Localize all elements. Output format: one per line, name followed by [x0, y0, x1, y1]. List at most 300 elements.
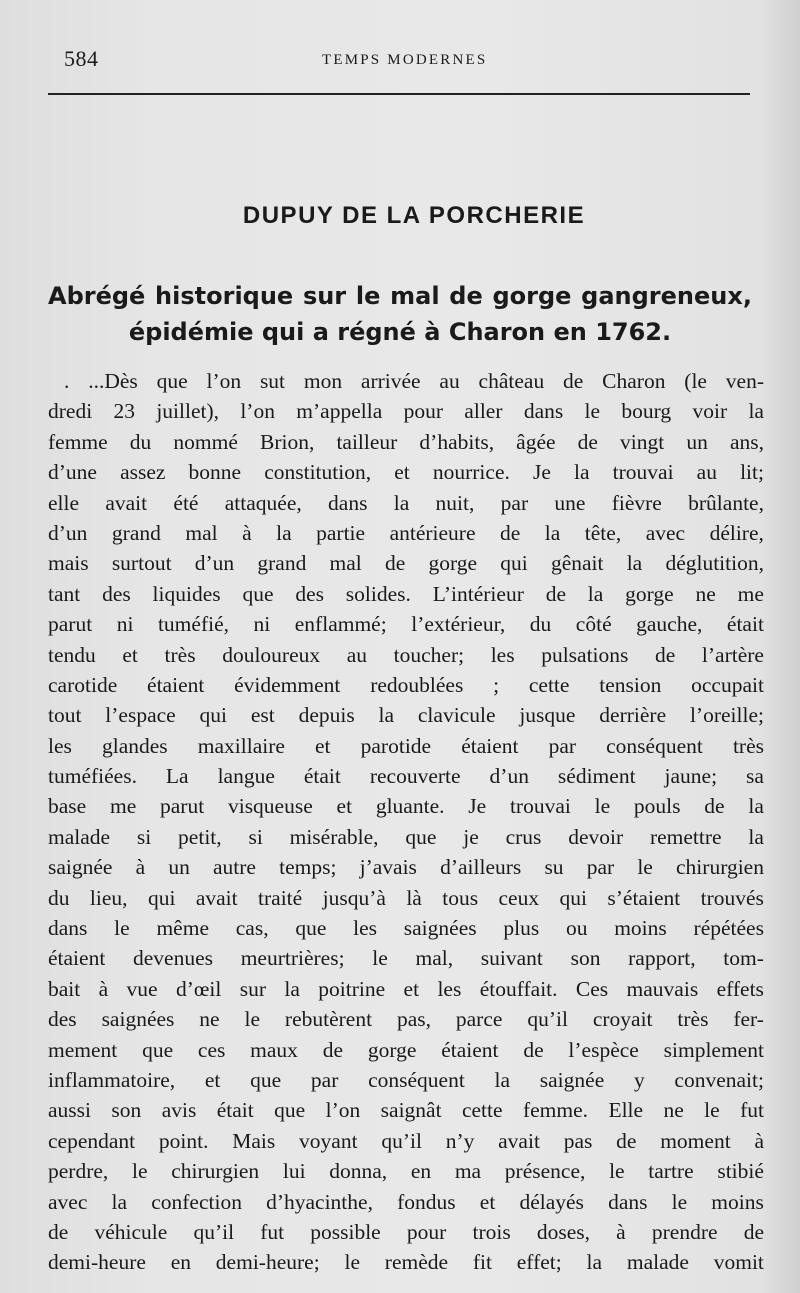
text-word: gauche, — [636, 612, 703, 637]
text-word: tom- — [723, 946, 764, 971]
text-word: les — [353, 916, 378, 941]
text-word: elle — [48, 490, 80, 515]
text-word: douloureux — [222, 642, 321, 667]
text-word: aussi — [48, 1098, 91, 1123]
text-word: petit, — [178, 824, 222, 849]
text-word: effets — [716, 976, 764, 1001]
text-word: délayés — [519, 1189, 584, 1214]
text-word: inflammatoire, — [48, 1067, 176, 1092]
text-word: de — [384, 551, 406, 576]
text-line — [48, 761, 764, 791]
text-word: était — [303, 764, 341, 789]
text-word: mais — [48, 551, 89, 576]
text-word: partie — [316, 520, 366, 545]
text-line — [48, 1126, 764, 1156]
text-word: le — [584, 399, 601, 424]
text-word: par — [310, 1067, 339, 1092]
text-word: et — [479, 1189, 496, 1214]
text-word: saignée — [48, 855, 113, 880]
text-word: ou — [565, 916, 588, 941]
text-line — [48, 548, 764, 578]
text-word: me — [109, 794, 137, 819]
text-word: que — [242, 581, 274, 606]
text-line — [48, 791, 764, 821]
text-word: attaquée, — [224, 490, 302, 515]
text-word: l’on — [325, 1098, 361, 1123]
text-word: la — [586, 1250, 603, 1275]
text-word: tout — [48, 703, 82, 728]
running-head — [64, 44, 750, 80]
text-word: ; — [493, 672, 500, 697]
text-word: cas, — [235, 916, 269, 941]
text-word: perdre, — [48, 1159, 109, 1184]
text-word: qui — [147, 885, 176, 910]
text-word: de — [48, 1219, 69, 1244]
text-word: possible — [310, 1219, 381, 1244]
title-word: sur — [302, 282, 347, 310]
text-word: stibié — [717, 1159, 764, 1184]
text-word: l’artère — [701, 642, 764, 667]
text-word: d’ailleurs — [440, 855, 522, 880]
text-word: ...Dès — [88, 369, 138, 393]
text-word: surtout — [111, 551, 172, 576]
text-word: sur — [239, 976, 267, 1001]
text-word: un — [168, 855, 190, 880]
text-word: demi-heure — [48, 1250, 146, 1275]
text-word: effet; — [516, 1250, 562, 1275]
text-word: le — [344, 1250, 360, 1275]
text-word: cependant — [48, 1128, 136, 1153]
text-word: devenues — [133, 946, 213, 971]
text-word: tuméfié, — [157, 612, 229, 637]
text-word: avec — [645, 520, 686, 545]
title-word: de — [449, 282, 483, 310]
text-word: tendu — [48, 642, 96, 667]
text-word: gênait — [550, 551, 604, 576]
text-word: et — [315, 733, 331, 758]
text-word: ma — [454, 1159, 482, 1184]
text-word: trois — [472, 1219, 511, 1244]
text-word: d’hyacinthe, — [266, 1189, 373, 1214]
text-word: très — [164, 642, 196, 667]
text-word: du — [48, 885, 70, 910]
text-word: que — [250, 1067, 282, 1092]
text-word: si — [248, 824, 263, 849]
text-word: meurtrières; — [240, 946, 345, 971]
text-word: maxillaire — [197, 733, 285, 758]
text-word: jusqu’à — [322, 885, 386, 910]
text-word: le — [114, 916, 130, 941]
title-word: gangreneux, — [581, 282, 752, 310]
text-word: saignât — [380, 1098, 442, 1123]
text-word: trouvai — [509, 794, 571, 819]
text-word: recouverte — [369, 764, 461, 789]
text-word: très — [677, 1007, 709, 1032]
text-word: toucher; — [393, 642, 465, 667]
header-rule — [48, 93, 750, 95]
title-word: historique — [155, 282, 294, 310]
text-word: de — [616, 1128, 637, 1153]
text-word: était — [216, 1098, 254, 1123]
text-word: en — [410, 1159, 432, 1184]
text-word: moment — [660, 1128, 731, 1153]
text-line — [48, 457, 764, 487]
text-word: les — [437, 976, 462, 1001]
text-word: château — [478, 369, 545, 393]
text-word: ne — [199, 1007, 220, 1032]
text-word: son — [570, 946, 601, 971]
text-word: Elle — [608, 1098, 644, 1123]
text-word: étaient — [461, 733, 519, 758]
text-word: de — [655, 642, 676, 667]
text-word: de — [322, 1037, 344, 1062]
text-word: à — [754, 1128, 764, 1153]
text-word: l’oreille; — [689, 703, 764, 728]
text-word: glandes — [101, 733, 168, 758]
text-line — [48, 488, 764, 518]
text-word: étaient — [48, 946, 106, 971]
text-word: le — [131, 1159, 148, 1184]
text-word: et — [394, 460, 410, 485]
text-line — [48, 974, 764, 1004]
text-word: visqueuse — [227, 794, 313, 819]
text-word: tête, — [584, 520, 622, 545]
text-word: voir — [692, 399, 728, 424]
text-word: ces — [197, 1037, 226, 1062]
text-line — [48, 1095, 764, 1125]
text-word: à — [98, 976, 109, 1001]
text-word: si — [136, 824, 152, 849]
text-word: tartre — [648, 1159, 694, 1184]
text-word: malade — [48, 824, 111, 849]
text-line — [48, 609, 764, 639]
text-word: jusque — [519, 703, 576, 728]
text-word: des — [295, 581, 324, 606]
text-word: clavicule — [417, 703, 496, 728]
text-word: constitution, — [264, 460, 372, 485]
text-word: antérieure — [389, 520, 476, 545]
text-word: et — [122, 642, 138, 667]
text-word: m’appella — [296, 399, 383, 424]
text-line — [48, 913, 764, 943]
text-word: avis — [161, 1098, 197, 1123]
text-word: et — [336, 794, 353, 819]
text-line — [48, 1187, 764, 1217]
text-word: son — [111, 1098, 142, 1123]
text-word: ne — [695, 581, 716, 606]
text-line — [48, 852, 764, 882]
text-word: qu’il — [527, 1007, 568, 1032]
text-word: à — [135, 855, 146, 880]
text-word: me — [737, 581, 764, 606]
text-word: été — [173, 490, 199, 515]
text-line — [48, 1217, 764, 1247]
text-word: qu’il — [193, 1219, 235, 1244]
title-word: le — [355, 282, 381, 310]
text-word: plus — [503, 916, 540, 941]
text-word: la — [587, 581, 604, 606]
text-word: même — [156, 916, 209, 941]
text-word: évidemment — [234, 672, 341, 697]
text-word: fit — [472, 1250, 492, 1275]
text-word: temps; — [279, 855, 337, 880]
text-word: convenait; — [674, 1067, 764, 1092]
text-word: la — [276, 520, 292, 545]
text-word: assez — [120, 460, 166, 485]
text-word: est — [250, 703, 275, 728]
text-word: les — [48, 733, 72, 758]
text-word: moins — [614, 916, 667, 941]
text-word: que — [295, 916, 327, 941]
text-word: mal — [329, 551, 362, 576]
text-word: ne — [663, 1098, 684, 1123]
text-word: ans, — [729, 429, 764, 454]
article-title-line-1 — [48, 282, 752, 310]
text-word: ven- — [725, 369, 764, 393]
text-word: côté — [575, 612, 612, 637]
text-word: dans — [48, 916, 88, 941]
text-word: la — [748, 824, 764, 849]
text-word: par — [548, 733, 577, 758]
text-word: parce — [455, 1007, 503, 1032]
text-word: le — [704, 1098, 720, 1123]
text-word: le — [594, 794, 611, 819]
text-word: ni — [116, 612, 134, 637]
text-word: Ces — [575, 976, 609, 1001]
text-word: La — [165, 764, 189, 789]
text-word: doses, — [536, 1219, 591, 1244]
text-word: remède — [384, 1250, 449, 1275]
text-word: l’extérieur, — [411, 612, 506, 637]
text-word: pour — [403, 399, 443, 424]
text-word: dredi — [48, 399, 93, 424]
text-word: crus — [505, 824, 542, 849]
text-word: du — [129, 429, 152, 454]
text-word: parut — [48, 612, 93, 637]
text-word: voyant — [299, 1128, 358, 1153]
text-word: sa — [746, 764, 764, 789]
text-word: tant — [48, 581, 81, 606]
text-word: (le — [684, 369, 707, 393]
text-word: n’y — [445, 1128, 475, 1153]
text-word: le — [244, 1007, 261, 1032]
text-word: trouvés — [700, 885, 764, 910]
text-word: là — [406, 885, 422, 910]
text-word: point. — [158, 1128, 209, 1153]
text-word: de — [563, 369, 584, 393]
text-word: par — [586, 855, 615, 880]
text-word: du — [529, 612, 552, 637]
text-word: nourrice. — [432, 460, 510, 485]
text-word: d’un — [489, 764, 529, 789]
text-word: tuméfiées. — [48, 764, 137, 789]
text-word: en — [170, 1250, 191, 1275]
text-word: su — [544, 855, 564, 880]
text-word: la — [626, 551, 643, 576]
text-word: avait — [498, 1128, 540, 1153]
text-word: tailleur — [336, 429, 398, 454]
text-word: gorge — [367, 1037, 417, 1062]
text-line — [48, 1065, 764, 1095]
text-word: saignées — [101, 1007, 175, 1032]
text-word: étaient — [147, 672, 205, 697]
author-heading: DUPUY DE LA PORCHERIE — [242, 202, 586, 229]
text-word: au — [439, 369, 460, 393]
text-word: Charon — [602, 369, 666, 393]
text-word: gorge — [428, 551, 478, 576]
text-word: d’un — [194, 551, 235, 576]
text-word: une — [554, 490, 586, 515]
text-word: d’une — [48, 460, 97, 485]
text-word: parut — [160, 794, 205, 819]
text-word: l’espace — [105, 703, 176, 728]
text-word: mal, — [415, 946, 454, 971]
text-word: rapport, — [628, 946, 696, 971]
text-word: confection — [151, 1189, 242, 1214]
text-word: vomit — [713, 1250, 764, 1275]
text-word: j’avais — [359, 855, 417, 880]
text-word: vue — [126, 976, 158, 1001]
text-word: carotide — [48, 672, 118, 697]
text-word: que — [405, 824, 437, 849]
text-word: rebutèrent — [284, 1007, 373, 1032]
text-word: de — [523, 1037, 544, 1062]
text-word: pas, — [396, 1007, 431, 1032]
text-word: base — [48, 794, 87, 819]
text-word: mon — [303, 369, 343, 393]
text-word: mauvais — [626, 976, 699, 1001]
text-word: fut — [740, 1098, 764, 1123]
text-word: devoir — [568, 824, 624, 849]
text-word: traité — [258, 885, 303, 910]
text-line — [48, 427, 764, 457]
text-word: de — [499, 520, 521, 545]
text-word: moins — [711, 1189, 764, 1214]
text-word: s’étaient — [607, 885, 681, 910]
text-word: la — [393, 490, 410, 515]
text-line — [48, 670, 764, 700]
text-word: la — [378, 703, 395, 728]
text-word: lit; — [740, 460, 764, 485]
text-line — [48, 822, 764, 852]
text-word: pouls — [633, 794, 681, 819]
text-word: qui — [500, 551, 528, 576]
text-word: la — [748, 794, 764, 819]
text-word: la — [494, 1067, 511, 1092]
text-word: aller — [464, 399, 503, 424]
title-word: Abrégé — [48, 282, 146, 310]
text-word: demi-heure; — [215, 1250, 320, 1275]
text-word: déglutition, — [665, 551, 764, 576]
text-word: occupait — [691, 672, 764, 697]
text-word: la — [544, 520, 561, 545]
text-word: à — [616, 1219, 626, 1244]
text-word: le — [372, 946, 388, 971]
text-word: saignée — [539, 1067, 605, 1092]
text-word: étouffait. — [479, 976, 558, 1001]
text-word: des — [48, 1007, 77, 1032]
text-word: femme. — [522, 1098, 589, 1123]
text-word: L’intérieur — [432, 581, 524, 606]
text-word: que — [156, 369, 188, 393]
text-word: la — [284, 976, 300, 1001]
text-line — [48, 1004, 764, 1034]
text-word: chirurgien — [676, 855, 764, 880]
text-word: par — [500, 490, 529, 515]
text-word: bourg — [621, 399, 672, 424]
text-word: depuis — [298, 703, 355, 728]
text-word: bonne — [188, 460, 242, 485]
body-text — [48, 366, 764, 1278]
text-word: grand — [257, 551, 307, 576]
text-word: qui — [199, 703, 228, 728]
text-word: nuit, — [435, 490, 475, 515]
text-word: le — [671, 1189, 688, 1214]
text-word: d’œil — [175, 976, 222, 1001]
text-word: maux — [250, 1037, 298, 1062]
text-word: les — [490, 642, 515, 667]
text-line — [48, 640, 764, 670]
text-word: le — [609, 1159, 625, 1184]
text-word: Je — [468, 794, 487, 819]
text-word: que — [142, 1037, 174, 1062]
text-word: derrière — [599, 703, 667, 728]
text-word: d’un — [48, 520, 88, 545]
text-word: et — [204, 1067, 221, 1092]
text-word: avait — [105, 490, 148, 515]
text-word: un — [686, 429, 708, 454]
text-word: jaune; — [664, 764, 718, 789]
text-word: l’on — [240, 399, 275, 424]
text-word: avec — [48, 1189, 88, 1214]
title-word: mal — [390, 282, 440, 310]
text-line — [48, 366, 764, 396]
text-word: à — [242, 520, 252, 545]
text-word: arrivée — [360, 369, 421, 393]
text-word: brûlante, — [688, 490, 764, 515]
text-word: ceux — [498, 885, 540, 910]
text-line — [48, 1247, 764, 1277]
text-word: dans — [328, 490, 368, 515]
text-word: Mais — [232, 1128, 276, 1153]
text-word: dans — [523, 399, 564, 424]
text-word: femme — [48, 429, 108, 454]
running-title: TEMPS MODERNES — [322, 52, 488, 68]
text-word: la — [574, 460, 590, 485]
text-word: donna, — [329, 1159, 388, 1184]
text-word: l’on — [206, 369, 242, 393]
text-word: . — [64, 369, 70, 393]
text-word: pour — [406, 1219, 447, 1244]
text-word: grand — [111, 520, 161, 545]
text-word: sédiment — [557, 764, 636, 789]
text-word: fondus — [397, 1189, 456, 1214]
text-word: autre — [212, 855, 256, 880]
text-word: redoublées — [370, 672, 464, 697]
title-word: gorge — [492, 282, 572, 310]
text-word: qu’il — [381, 1128, 422, 1153]
text-word: tous — [442, 885, 479, 910]
text-line — [48, 700, 764, 730]
text-line — [48, 731, 764, 761]
text-word: juillet), — [156, 399, 220, 424]
text-word: la — [111, 1189, 128, 1214]
text-word: la — [748, 399, 764, 424]
text-word: 23 — [113, 399, 135, 424]
text-word: dans — [608, 1189, 648, 1214]
text-word: de — [743, 1219, 764, 1244]
text-word: fut — [260, 1219, 285, 1244]
